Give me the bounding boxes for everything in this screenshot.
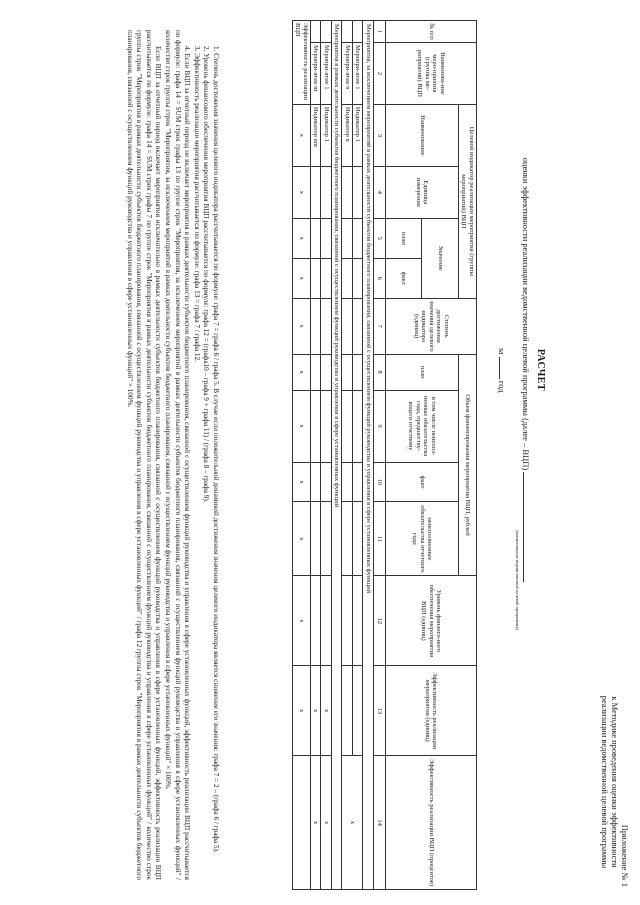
x-cell: x: [293, 354, 311, 390]
col-fin-fact-header: факт: [386, 462, 459, 502]
cell: [353, 298, 364, 354]
note-4: 4. Если ВЦП за отчетный период не включает мероприятия в рамках деятельности субъектов бюджетного планирования, связанной с осуществлением функций руководства и управления в сфере установленных функций, эффективность реализации ВЦП рассчитывается по формуле: графа 14 = SUM строк графы 13 по группе строк "Мероприятия, за исключением мероприятий в рамках деятельности субъектов бюджетного планирования, связанной с осуществлением функций руководства и управления в сфере установленных функций" / количество строк группы строк "Мероприятия, за исключением мероприятий в рамках деятельности субъектов бюджетного планирования, связанной с осуществлением функций руководства и управления в сфере установленных функций" × 100%.: [164, 30, 192, 880]
program-name-caption: (наименование ведомственной целевой программы): [515, 530, 520, 630]
event-cell: Меропри-ятие m: [311, 42, 322, 104]
x-cell: x: [293, 218, 311, 258]
cell: [353, 666, 364, 756]
table-row: [311, 21, 322, 890]
cell: [311, 21, 322, 43]
page-subtitle: оценки эффективности реализации ведомственной целевой программы (далее – ВЦП): [521, 90, 532, 650]
col-ind-unit-header: Единица измерения: [386, 166, 459, 218]
x-cell: x: [293, 390, 311, 462]
col-ind-name-header: Наименование: [386, 104, 459, 166]
x-cell: x: [293, 104, 311, 166]
cell: [353, 218, 364, 258]
cell: [342, 21, 353, 43]
cell: [311, 218, 322, 258]
cell: [311, 390, 322, 462]
col-number: 3: [374, 104, 386, 166]
col-number: 6: [374, 258, 386, 298]
cell: [311, 166, 322, 218]
total-row: [293, 21, 311, 890]
section-title: Мероприятия, за исключением мероприятий в рамках деятельности субъектов бюджетного планирования, связанной с осуществлением функций руководства и управления в сфере установленных функций: [363, 21, 374, 890]
cell: [311, 576, 322, 666]
indicator-cell: Индикатор 1: [321, 104, 332, 166]
page-title: РАСЧЕТ: [535, 348, 546, 392]
year-blank: [499, 357, 508, 379]
col-fact-header: факт: [386, 258, 423, 298]
note-2: 2. Уровень финансового обеспечения мероприятия ВЦП рассчитывается по формуле: графа 12 = (графа10 – графа 9 + графа 11) / (графа 8 – графа 9).: [202, 46, 211, 503]
cell: [311, 298, 322, 354]
col-eff-event-header: Эффективность реализации мероприятия (единиц): [386, 666, 477, 756]
year-line: за год: [497, 347, 507, 393]
event-cell: Меропри-ятие 1: [353, 42, 364, 104]
cell: [342, 576, 353, 666]
x-cell: x: [293, 298, 311, 354]
cell: [321, 166, 332, 218]
col-number: 10: [374, 462, 386, 502]
cell: [311, 354, 322, 390]
col-number: 2: [374, 42, 386, 104]
cell: [342, 218, 353, 258]
cell: [353, 166, 364, 218]
total-value-cell: [293, 756, 311, 890]
indicator-cell: Индикатор nm: [311, 104, 322, 166]
event-cell: Меропри-ятие 1: [321, 42, 332, 104]
cell: [342, 298, 353, 354]
col-level-header: Уровень финансо-вого обеспечения мероприятия ВЦП (единиц): [386, 576, 477, 666]
col-number: 11: [374, 502, 386, 576]
cell: [353, 576, 364, 666]
section-title: Мероприятия в рамках деятельности субъектов бюджетного планирования, связанной с осуществлением функций руководства и управления в сфере установленных функций: [332, 21, 343, 890]
cell: [321, 576, 332, 666]
x-cell: x: [311, 666, 322, 756]
col-number: 8: [374, 354, 386, 390]
col-number: 12: [374, 576, 386, 666]
col-fin-unfulfilled-header: неисполненные обязательства отчетного года: [386, 502, 459, 576]
col-indicator-group-header: Целевой индикатор реализации мероприятия (группы мероприятий) ВЦП: [459, 104, 477, 298]
x-cell: x: [293, 502, 311, 576]
indicator-cell: Индикатор 1: [353, 104, 364, 166]
appendix-line3: реализации ведомственной целевой программы: [600, 695, 610, 869]
cell: [353, 258, 364, 298]
x-cell: x: [293, 462, 311, 502]
x-cell: x: [293, 258, 311, 298]
col-number: 14: [374, 756, 386, 890]
cell: [311, 258, 322, 298]
cell: [353, 462, 364, 502]
x-cell: x: [311, 756, 322, 890]
column-numbers-row: [374, 21, 386, 890]
section-row: [363, 21, 374, 890]
cell: [321, 390, 332, 462]
col-fin-plan-header: план: [386, 354, 459, 390]
note-3: 3. Эффективность реализации мероприятия рассчитывается по формуле: графа 13 = графа 7 / графа 12.: [192, 46, 201, 362]
note-5: Если ВЦП за отчетный период включает мероприятия исключительно в рамках деятельности субъектов бюджетного планирования, связанной с осуществлением функций руководства и управления в сфере установленных функций, эффективность реализации ВЦП рассчитывается по формуле: графа 14 = SUM строк графы 7 по группе строк "Мероприятия в рамках деятельности субъектов бюджетного планирования, связанной с осуществлением функций руководства и управления в сфере установленных функций" / количество строк группы строк "Мероприятия в рамках деятельности субъектов бюджетного планирования, связанной с осуществлением функций руководства и управления в сфере установленных функций" / графа 12 группы строк "Мероприятия в рамках деятельности субъектов бюджетного планирования, связанной с осуществлением функций руководства и управления в сфере установленных функций" × 100%.: [125, 30, 163, 880]
cell: [342, 462, 353, 502]
cell: [353, 502, 364, 576]
col-number: 9: [374, 390, 386, 462]
col-number: 4: [374, 166, 386, 218]
table-row: [353, 21, 364, 890]
cell: [311, 462, 322, 502]
event-cell: Меропри-ятие n: [342, 42, 353, 104]
col-value-header: Значение: [422, 218, 459, 298]
cell: [311, 502, 322, 576]
col-number: 5: [374, 218, 386, 258]
appendix-block: [600, 677, 630, 887]
x-cell: x: [321, 756, 332, 890]
cell: [321, 502, 332, 576]
program-name-blank: [523, 472, 532, 582]
notes-block: [124, 30, 220, 880]
x-cell: x: [293, 166, 311, 218]
header-row-1: [459, 21, 477, 890]
x-cell: x: [321, 666, 332, 756]
cell: [342, 666, 353, 756]
col-number: 1: [374, 21, 386, 43]
cell: [342, 258, 353, 298]
x-cell: x: [293, 666, 311, 756]
cell: [342, 354, 353, 390]
col-plan-header: план: [386, 218, 423, 258]
cell: [321, 218, 332, 258]
cell: [353, 354, 364, 390]
total-label: Эффективность реализации ВЦП: [293, 21, 311, 105]
cell: [321, 21, 332, 43]
cell: [353, 21, 364, 43]
cell: [342, 502, 353, 576]
cell: [342, 390, 353, 462]
cell: [353, 390, 364, 462]
appendix-line2: к Методике проведения оценки эффективности: [610, 696, 620, 868]
col-eff-program-header: Эффективность реализации ВЦП (процентов): [386, 756, 477, 890]
cell: [321, 462, 332, 502]
indicator-cell: Индикатор n: [342, 104, 353, 166]
appendix-number: Приложение № 1: [620, 824, 630, 887]
cell: [321, 354, 332, 390]
col-number: 13: [374, 666, 386, 756]
section-row: [332, 21, 343, 890]
cell: [321, 298, 332, 354]
col-finance-group-header: Объем финансирования мероприятия ВЦП, рублей: [459, 354, 477, 576]
note-1: 1. Степень достижения значения целевого индикатора рассчитывается по формуле: графа 7 = графа 6 / графа 5. В случае если положительной динамикой достижения значения целевого индикатора является снижение его значения: графа 7 = 2 – (графа 6 / графа 5).: [212, 46, 220, 853]
table-row: [321, 21, 332, 890]
x-cell: x: [342, 756, 363, 890]
cell: [321, 258, 332, 298]
col-fin-prev-header: в том числе неиспол-ненные обязательства года, предшеству-ющего отчетному: [386, 390, 459, 462]
x-cell: x: [293, 576, 311, 666]
cell: [342, 166, 353, 218]
col-event-header: Наименова-ние меро-приятия (группы ме-роприятий) ВЦП: [386, 42, 477, 104]
calculation-table: [292, 20, 477, 890]
col-degree-header: Степень достижения значения целевого индикатора (единиц): [386, 298, 477, 354]
col-num-header: № п/п: [386, 21, 477, 43]
col-number: 7: [374, 298, 386, 354]
